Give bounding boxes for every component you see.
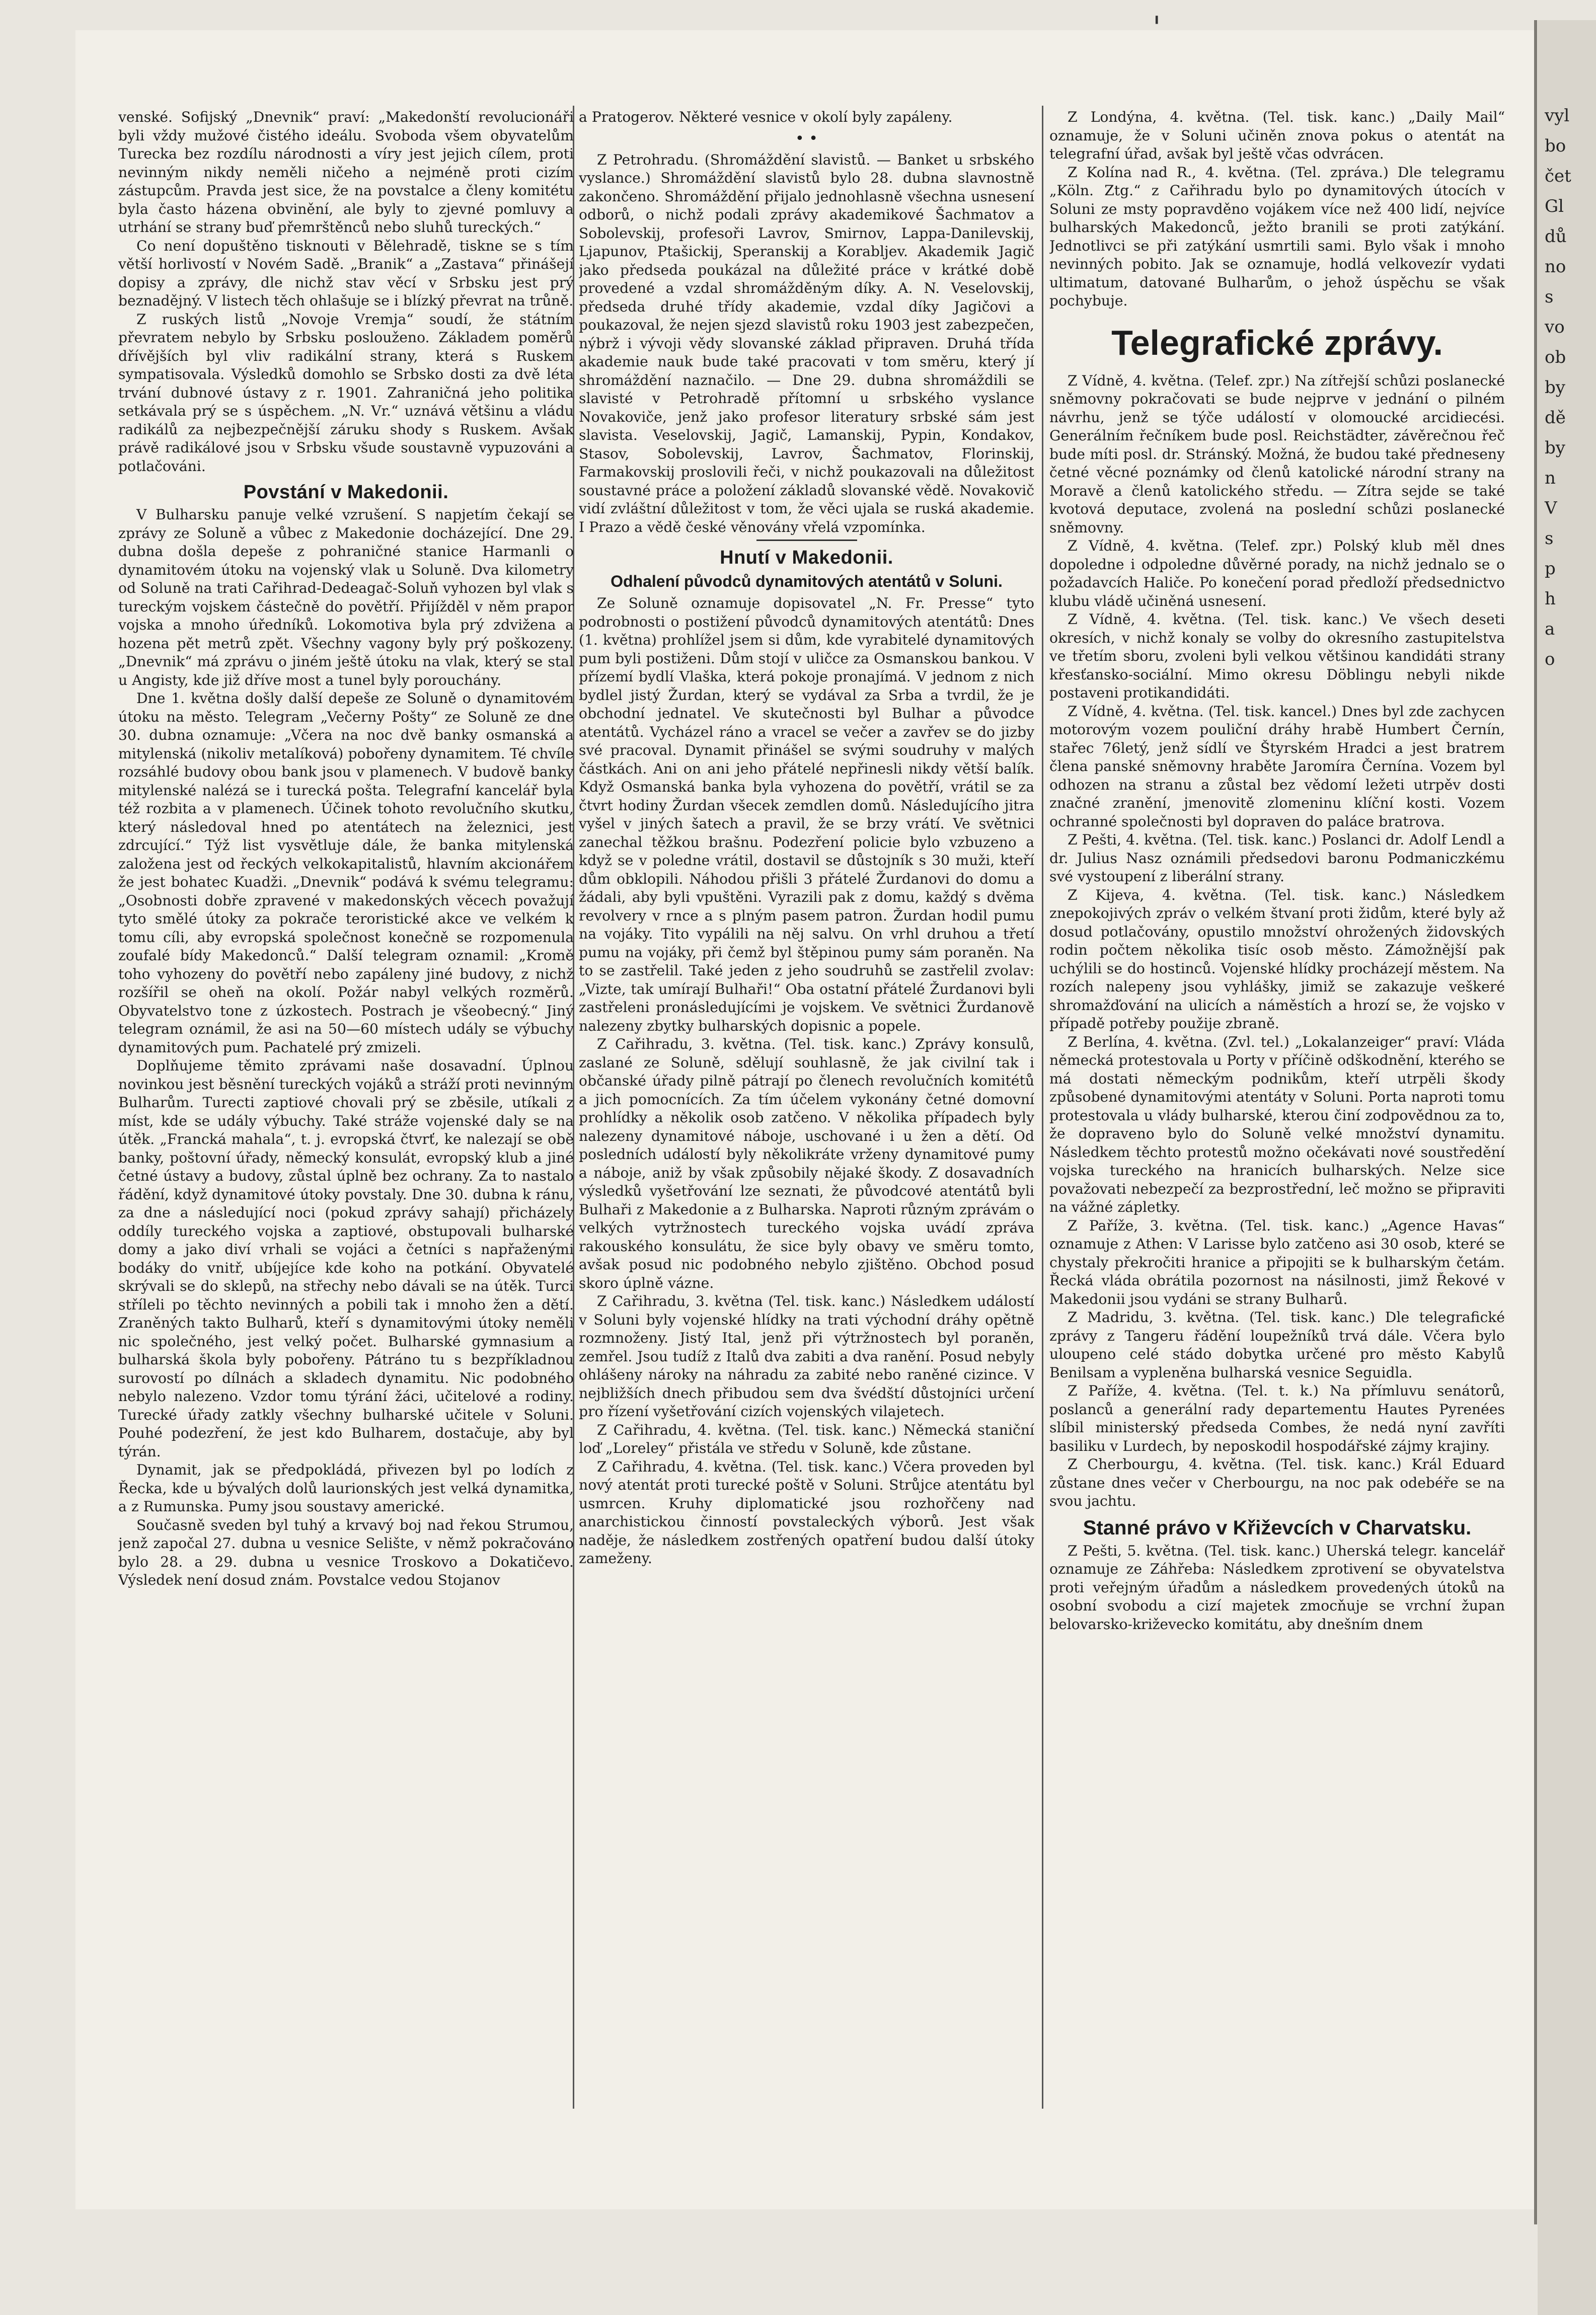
- article-text: Z Kolína nad R., 4. května. (Tel. zpráva.) Dle telegramu „Köln. Ztg.“ z Cařihradu bylo po dynamitových útocích v Soluni ze msty popravděno vojákem více než 400 lidí, nejvíce bulharských Makedonců, ježto branili se proti zatýkání. Jednotlivci se při zatýkání usmrtili sami. Bylo však i mnoho nevinných pobito. Jak se oznamuje, hodlá velkovezír vydati ultimatum, datované Bulharům, o jehož úspěchu se však pochybuje.: [1049, 164, 1505, 309]
- edge-fragment: by: [1545, 377, 1565, 398]
- article-text: Z Londýna, 4. května. (Tel. tisk. kanc.) „Daily Mail“ oznamuje, že v Soluni učiněn znova pokus o atentát na telegrafní úřad, avšak byl ještě včas odvrácen.: [1049, 109, 1505, 162]
- heading-telegraficke-zpravy: Telegrafické zprávy.: [1111, 323, 1443, 362]
- article-text: Z Berlína, 4. května. (Zvl. tel.) „Lokalanzeiger“ praví: Vláda německá protestovala u Porty v příčině odškodnění, kterého se má dostati německým podnikům, kteří utrpěli škody způsobené dynamitovými atentáty v Soluni. Porta naproti tomu protestovala u vlády bulharské, kterou činí zodpovědnou za to, že dopraveno bylo do Soluně velké množství dynamitu. Následkem těchto protestů možno očekávati nové soustředění vojska tureckého na hranicích bulharských. Nelze sice považovati nebezpečí za bezprostřední, leč možno se připraviti na vážné zápletky.: [1049, 1033, 1505, 1215]
- article-text: Dynamit, jak se předpokládá, přivezen byl po lodích z Řecka, kde u bývalých dolů laurionských jest velká dynamitka, a z Rumunska. Pumy jsou soustavy americké.: [118, 1461, 574, 1515]
- edge-fragment: h: [1545, 589, 1556, 609]
- column-2: [579, 108, 1034, 2111]
- adjacent-page-strip: [1538, 20, 1596, 2315]
- article-text: Z Cařihradu, 3. května (Tel. tisk. kanc.) Následkem událostí v Soluni byly vojenské hlídky na trati východní dráhy opětně rozmnoženy. Jistý Ital, jenž při výtržnostech byl poraněn, zemřel. Jsou tudíž z Italů dva zabiti a dva ranění. Posud nebyly ohlášeny nároky na náhradu za zabité nebo raněné cizince. V nejbližších dnech přibudou sem dva švédští důstojníci určení pro řízení vyšetřování cizích vojenských vilajetech.: [579, 1293, 1034, 1420]
- article-text: Z Kijeva, 4. května. (Tel. tisk. kanc.) Následkem znepokojivých zpráv o velkém štvaní proti židům, které byly až dosud potlačovány, opustilo množství ohrožených židovských rodin počtem několika tisíc osob město. Zámožnější pak uchýlili se do hostinců. Vojenské hlídky procházejí městem. Na rozích nalepeny jsou vyhlášky, jimiž se zakazuje veškeré shromažďování na ulicích a náměstích a hrozí se, že vojsko v případě potřeby použije zbraně.: [1049, 886, 1505, 1032]
- article-text: Z Cařihradu, 3. května. (Tel. tisk. kanc.) Zprávy konsulů, zaslané ze Soluně, sdělují souhlasně, že jak civilní tak i občanské úřady pilně pátrají po členech revolučních komitétů a jich pomocnících. Za tím účelem vykonány četné domovní prohlídky a několik osob zatčeno. V několika případech byly nalezeny dynamitové náboje, uschované i u žen a dětí. Od posledních událostí byly několikráte vrženy dynamitové pumy a náboje, aniž by však způsobily nějaké škody. Z dosavadních výsledků vyšetřování lze seznati, že původcové atentátů byli Bulhaři z Makedonie a z Bulharska. Naproti různým zprávám o velkých vytržnostech tureckého vojska uvádí zpráva rakouského konsulátu, že sice byly obavy ve směru tomto, avšak posud nic podobného nebylo zjištěno. Obchod posud skoro úplně vázne.: [579, 1036, 1034, 1291]
- column-3: [1049, 108, 1505, 2111]
- article-text: Z Madridu, 3. května. (Tel. tisk. kanc.) Dle telegrafické zprávy z Tangeru řádění loupežníků trvá dále. Včera bylo uloupeno celé stádo dobytka určené pro město Kabylů Benilsam a vypleněna bulharská vesnice Seguidla.: [1049, 1309, 1505, 1381]
- article-text: Z Cařihradu, 4. května. (Tel. tisk. kanc.) Včera proveden byl nový atentát proti turecké poště v Soluni. Strůjce atentátu byl usmrcen. Kruhy diplomatické jsou rozhořčeny nad anarchistickou činností povstaleckých výborů. Jest však naděje, že následkem zostřených opatření budou další útoky zameženy.: [579, 1458, 1034, 1567]
- article-text: Z Vídně, 4. května. (Tel. tisk. kancel.) Dnes byl zde zachycen motorovým vozem pouliční dráhy hrabě Humbert Černín, stařec 76letý, jenž sídlí ve Štyrském Hradci a jest bratrem člena panské sněmovny hraběte Jaromíra Černína. Vozem byl odhozen na stranu a zůstal bez vědomí ležeti utrpěv dosti značné zranění, jmenovitě zlomeninu klíční kosti. Vozem ochranné společnosti byl dopraven do paláce bratrova.: [1049, 703, 1505, 830]
- article-text: Z Paříže, 4. května. (Tel. t. k.) Na přímluvu senátorů, poslanců a generální rady departementu Hautes Pyrenées slíbil ministerský předseda Combes, že nedá nyní zavříti basiliku v Lurdech, by neposkodil hospodářské zájmy krajiny.: [1049, 1382, 1505, 1454]
- edge-fragment: s: [1545, 528, 1554, 549]
- edge-fragment: vyl: [1545, 106, 1570, 126]
- edge-fragment: ob: [1545, 347, 1566, 367]
- edge-fragment: čet: [1545, 166, 1571, 186]
- edge-fragment: a: [1545, 619, 1555, 639]
- edge-fragment: n: [1545, 468, 1556, 488]
- article-text: a Pratogerov. Některé vesnice v okolí byly zapáleny.: [579, 109, 953, 125]
- article-text: Z Vídně, 4. května. (Telef. zpr.) Polský klub měl dnes dopoledne i odpoledne důvěrné porady, na nichž jednalo se o požadavcích Haliče. Po konečení porad předloží předsednictvo klubu vládě učiněná usnesení.: [1049, 537, 1505, 609]
- article-text: venské. Sofijský „Dnevnik“ praví: „Makedonští revolucionáři byli vždy mužové čistého ideálu. Svoboda všem obyvatelům Turecka bez rozdílu národnosti a víry jest jejich cílem, proti nevinným nikdy neměli ničeho a nejméně proti cizím zástupcům. Pravda jest sice, že na povstalce a členy komitétu byla často házena obvinění, ale byly to zjevné pomluvy a utrhání se strany buď přemrštěnců nebo sluhů tureckých.“: [118, 109, 574, 236]
- heading-povstani: Povstání v Makedonii.: [243, 482, 449, 503]
- edge-fragment: Gl: [1545, 196, 1564, 216]
- article-text: Co není dopuštěno tisknouti v Bělehradě, tiskne se s tím větší horlivostí v Novém Sadě. „Branik“ a „Zastava“ přinášejí dopisy a zprávy, dle nichž stav věcí v Srbsku jest prý beznadějný. V listech těch ohlašuje se i blízký převrat na trůně.: [118, 237, 574, 309]
- heading-hnuti: Hnutí v Makedonii.: [720, 547, 893, 568]
- article-text: Z Vídně, 4. května. (Tel. tisk. kanc.) Ve všech deseti okresích, v nichž konaly se volby do okresního zastupitelstva ve třetím sboru, zvoleni byli velkou většinou kandidáti strany křesťansko-sociální. Mimo okresu Döblingu nebyli nikde postaveni protikandidáti.: [1049, 611, 1505, 701]
- article-text: Současně sveden byl tuhý a krvavý boj nad řekou Strumou, jenž započal 27. dubna u vesnice Selište, v němž pokračováno bylo 28. a 29. dubna u vesnice Troskovo a Dokatičevo. Výsledek není dosud znám. Povstalce vedou Stojanov: [118, 1516, 574, 1588]
- binding-rule: [1534, 20, 1537, 2224]
- column-rule-2: [1042, 106, 1043, 2109]
- article-text: Z Cařihradu, 4. května. (Tel. tisk. kanc.) Německá staniční loď „Loreley“ přistála ve středu v Soluně, kde zůstane.: [579, 1421, 1034, 1456]
- separator: [756, 539, 857, 541]
- article-text: Z Vídně, 4. května. (Telef. zpr.) Na zítřejší schůzi poslanecké sněmovny pokračovati se bude nejprve v jednání o pilném návrhu, jenž se týče událostí v olomoucké arcidiecési. Generálním řečníkem bude posl. Reichstädter, závěrečnou řeč bude míti posl. dr. Stránský. Možná, že budou také předneseny četné věcné poznámky od členů katolické národní strany na Moravě a členů katolického středu. — Zítra sejde se také kvotová deputace, zvolená na poslední schůzi poslanecké sněmovny.: [1049, 372, 1505, 536]
- edge-fragment: dů: [1545, 226, 1567, 247]
- edge-fragment: bo: [1545, 136, 1566, 156]
- edge-fragment: V: [1545, 498, 1557, 518]
- margin-mark: ': [1153, 10, 1161, 45]
- article-text: Z Pešti, 5. května. (Tel. tisk. kanc.) Uherská telegr. kancelář oznamuje ze Záhřeba: Následkem zprotivení se obyvatelstva proti veřejným úřadům a následkem provedených útoků na osobní svobodu a cizí majetek zmocňuje se vrchní župan belovarsko-križevecko komitátu, aby dnešním dnem: [1049, 1542, 1505, 1633]
- article-text: Doplňujeme těmito zprávami naše dosavadní. Úplnou novinkou jest běsnění tureckých vojáků a stráží proti nevinným Bulharům. Turecti zaptiové chovali prý se zběsile, utíkali z míst, kde se udály výbuchy. Také stráže vojenské daly se na útěk. „Francká mahala“, t. j. evropská čtvrť, ke nalezají se obě banky, poštovní úřady, německý konsulát, evropský klub a jiné četné ústavy a budovy, zůstal úplně bez ochrany. Za to nastalo řádění, když dynamitové útoky povstaly. Dne 30. dubna k ránu, za dne a následující noci (pokud zprávy sahají) přicházely oddíly tureckého vojska a zaptiové, obstupovali bulharské domy a jako diví vrhali se vojáci a četníci s napřaženými bodáky do vnitř, ubíjejíce kde koho na potkání. Obyvatelé skrývali se do sklepů, na střechy nebo dávali se na útěk. Turci stříleli po těchto nevinných a pobili tak i mnoho žen a dětí. Zraněných takto Bulharů, kteří s dynamitovými útoky neměli nic společného, jest velký počet. Bulharské gymnasium a bulharská škola byly pobořeny. Pátráno tu s bezpříkladnou surovostí po dílnách a skladech dynamitu. Nic podobného nebylo nalezeno. Vzdor tomu týrání žáci, učitelové a rodiny. Turecké úřady zatkly všechny bulharské učitele v Soluni. Pouhé podezření, že jest kdo Bulharem, dostačuje, aby byl týrán.: [118, 1057, 574, 1460]
- edge-fragment: vo: [1545, 317, 1565, 337]
- edge-fragment: by: [1545, 438, 1565, 458]
- article-text: Z Cherbourgu, 4. května. (Tel. tisk. kanc.) Král Eduard zůstane dnes večer v Cherbourgu, na noc pak odebéře se na svou jachtu.: [1049, 1456, 1505, 1509]
- article-text: Z ruských listů „Novoje Vremja“ soudí, že státním převratem nebylo by Srbsku poslouženo. Základem poměrů dřívějších byl vliv radikální strany, která s Ruskem sympatisovala. Výsledků domohlo se Srbsko dosti za dvě léta trvání dubnové ústavy z r. 1901. Zahraničná jeho politika setkávala prý se s úspěchem. „N. Vr.“ uznává většinu a vládu radikálů za nejbezpečnější záruku shody s Ruskem. Avšak právě radikálové jsou v Srbsku všude soustavně vypuzováni a potlačováni.: [118, 311, 574, 475]
- edge-fragment: s: [1545, 287, 1554, 307]
- edge-fragment: p: [1545, 559, 1556, 579]
- column-1: [118, 108, 574, 2111]
- subheading-odhaleni: Odhalení původců dynamitových atentátů v Soluni.: [611, 572, 1003, 590]
- edge-fragment: dě: [1545, 408, 1566, 428]
- edge-fragment: o: [1545, 649, 1555, 669]
- heading-stanne-pravo: Stanné právo v Křiževcích v Charvatsku.: [1083, 1516, 1472, 1539]
- article-text: Ze Soluně oznamuje dopisovatel „N. Fr. Presse“ tyto podrobnosti o postižení původců dynamitových atentátů: Dnes (1. května) prohlížel jsem si dům, kde vyrabitelé dynamitových pum byli postiženi. Dům stojí v uličce za Osmanskou bankou. V přízemí bydlí Vlaška, která pokoje pronajímá. V jednom z nich bydlel jistý Žurdan, který se vydával za Srba a tvrdil, že je obchodní jednatel. Ve skutečnosti byl Bulhar a původce atentátů. Vycházel ráno a vracel se večer a zavřev se do jizby své pracoval. Dynamit přinášel se svými soudruhy v malých částkách. Ani on ani jeho přátelé nepřinesli nikdy větší balík. Když Osmanská banka byla vyhozena do povětří, vrátil se za čtvrt hodiny Žurdan všecek zemdlen domů. Následujícího jitra vyšel v jiných šatech a pravil, že se brzy vrátí. Ve světnici zanechal těžkou brašnu. Podezření policie bylo vzbuzeno a když se v poledne vrátil, dostavil se důstojník s 30 muži, kteří dům obklopili. Náhodou přišli 3 přátelé Žurdanovi do domu a žádali, aby byli vpuštěni. Vyrazili pak z domu, každý s dvěma revolvery v rnce a s plným pasem patron. Žurdan hodil pumu na vojáky. Tito vypálili na něj salvu. On vrhl druhou a třetí pumu na vojáky, při čemž byl štěpinou pumy sám poraněn. Na to se zastřelil. Také jeden z jeho soudruhů se zastřelil zvolav: „Vizte, tak umírají Bulhaři!“ Oba ostatní přátelé Žurdanovi byli zastřeleni pronásledujícími je vojskem. Ve světnici Žurdanově nalezeny zbytky bulharských dopisnic a popele.: [579, 595, 1034, 1034]
- edge-fragment: no: [1545, 257, 1566, 277]
- article-text: Dne 1. května došly další depeše ze Soluně o dynamitovém útoku na město. Telegram „Večerny Pošty“ ze Soluně ze dne 30. dubna oznamuje: „Včera na noc dvě banky osmanská a mitylenská (nikoliv metalíková) pobořeny dynamitem. Té chvíle rozsáhlé budovy obou bank jsou v plamenech. V budově banky mitylenské nalézá se i turecká pošta. Telegrafní kancelář byla též rozbita a v plamenech. Účinek tohoto revolučního skutku, který následoval hned po atentátech na železnici, jest zdrcující.“ Týž list vysvětluje dále, že banka mitylenská založena jest od řeckých velkokapitalistů, hlavním akcionářem že jest bohatec Kuadži. „Dnevnik“ podává k svému telegramu: „Osobnosti dobře zpravené v makedonských věcech považují tyto smělé útoky za pokrače teroristické akce ve velkém k tomu cíli, aby evropská společnost konečně se rozpomenula zoufalé bídy Makedonců.“ Další telegram oznamil: „Kromě toho vyhozeny do povětří nebo zapáleny jiné budovy, z nichž rozšířil se oheň na okolí. Požár nabyl velkých rozměrů. Obyvatelstvo tone z úzkostech. Postrach je všeobecný.“ Jiný telegram oznámil, že asi na 50—60 místech udály se výbuchy dynamitových pum. Pachatelé prý zmizeli.: [118, 690, 574, 1056]
- section-dots: • •: [795, 129, 818, 147]
- article-text: Z Petrohradu. (Shromáždění slavistů. — Banket u srbského vyslance.) Shromáždění slavistů bylo 28. dubna slavnostně zakončeno. Shromáždění přijalo jednohlasně všechna usnesení odborů, o nichž podali zprávy akademikové Šachmatov a Sobolevskij, profesoři Lavrov, Smirnov, Lappa-Danilevskij, Ljapunov, Ptašickij, Speranskij a Korabljev. Akademik Jagič jako předseda poukázal na důležité práce v krátké době provedené a vzdal shromážděným díky. A. N. Veselovskij, předseda druhé třídy akademie, vzdal díky Jagičovi a poukazoval, že nejen sjezd slavistů roku 1903 jest zabezpečen, nýbrž i vývoji vědy slovanské základ připraven. Druhá třída akademie nauk bude také pracovati v tom směru, který jí shromáždění naznačilo. — Dne 29. dubna shromáždili se slavisté v Petrohradě přítomní u srbského vyslance Novakoviče, jenž jako profesor literatury srbské sám jest slavista. Veselovskij, Jagič, Lamanskij, Pypin, Kondakov, Stasov, Sobolevskij, Lavrov, Šachmatov, Florinskij, Farmakovskij proslovili řeči, v nichž poukazovali na důležitost soustavné práce a položení základů slovanské vědě. Novakovič vidí zvláštní důležitost v tom, že věci ujala se ruská akademie. I Prazo a vědě české věnovány vřelá vzpomínka.: [579, 151, 1034, 535]
- article-text: V Bulharsku panuje velké vzrušení. S napjetím čekají se zprávy ze Soluně a vůbec z Makedonie docházející. Dne 29. dubna došla depeše z pohraničné stanice Harmanli o dynamitovém útoku na vojenský vlak u Soluně. Dva kilometry od Soluně na trati Cařihrad-Dedeagač-Soluň vyhozen byl vlak s tureckým vojskem částečně do povětří. Přijížděl v něm prapor vojska a mnoho úředníků. Lokomotiva byla prý zdvižena a hozena pět metrů zpět. Všechny vagony byly prý poškozeny. „Dnevnik“ má zprávu o jiném ještě útoku na vlak, který se stal u Angisty, kde již dříve most a tunel byly porouchány.: [118, 506, 574, 688]
- article-text: Z Paříže, 3. května. (Tel. tisk. kanc.) „Agence Havas“ oznamuje z Athen: V Larisse bylo zatčeno asi 30 osob, které se chystaly překročiti hranice a připojiti se k bulharským četám. Řecká vláda obrátila pozornost na násilnosti, jimž Řekové v Makedonii jsou vydáni se strany Bulharů.: [1049, 1217, 1505, 1307]
- article-text: Z Pešti, 4. května. (Tel. tisk. kanc.) Poslanci dr. Adolf Lendl a dr. Julius Nasz oznámili předsedovi baronu Podmaniczkému své vystoupení z liberální strany.: [1049, 831, 1505, 885]
